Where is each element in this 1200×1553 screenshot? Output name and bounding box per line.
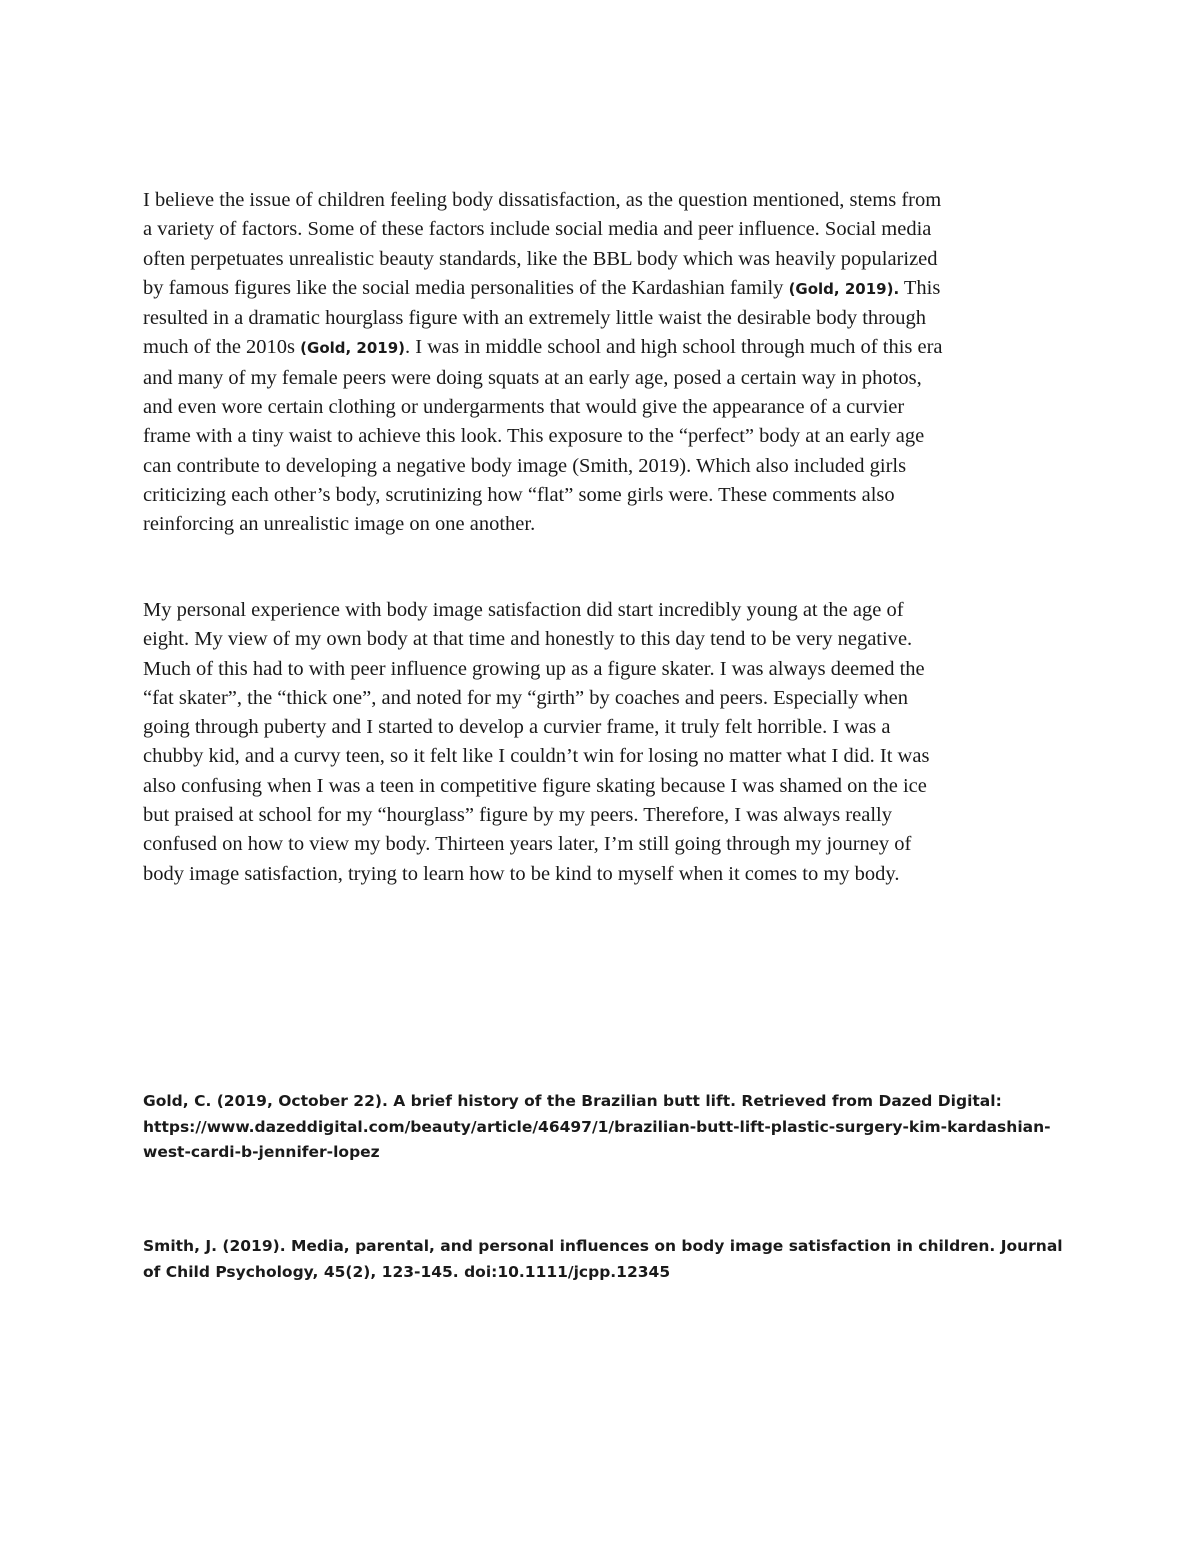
paragraph-body-dissatisfaction [143, 186, 1063, 540]
line-text: by famous figures like the social media personalities of the Kardashian family [143, 276, 789, 299]
reference-line: Smith, J. (2019). Media, parental, and personal influences on body image satisfaction in children. Journal [143, 1237, 1063, 1255]
line-text: This [899, 276, 941, 299]
paragraph-line: body image satisfaction, trying to learn how to be kind to myself when it comes to my body. [143, 862, 900, 885]
paragraph-line [143, 274, 1063, 304]
reference-line: Gold, C. (2019, October 22). A brief history of the Brazilian butt lift. Retrieved from Dazed Digital: [143, 1092, 1002, 1110]
line-text: . I was in middle school and high school through much of this era [405, 336, 943, 359]
paragraph-line: I believe the issue of children feeling body dissatisfaction, as the question mentioned, stems from [143, 189, 942, 211]
paragraph-line: a variety of factors. Some of these factors include social media and peer influence. Social media [143, 218, 932, 241]
reference-line: of Child Psychology, 45(2), 123-145. doi:10.1111/jcpp.12345 [143, 1262, 671, 1281]
paragraph-line: often perpetuates unrealistic beauty standards, like the BBL body which was heavily popularized [143, 247, 938, 270]
paragraph-line: but praised at school for my “hourglass” figure by my peers. Therefore, I was always really [143, 804, 892, 827]
reference-smith [143, 1234, 1063, 1285]
paragraph-line: My personal experience with body image satisfaction did start incredibly young at the age of [143, 599, 904, 621]
paragraph-line: also confusing when I was a teen in competitive figure skating because I was shamed on the ice [143, 774, 927, 797]
paragraph-line: resulted in a dramatic hourglass figure with an extremely little waist the desirable body through [143, 307, 926, 330]
paragraph-line: Much of this had to with peer influence growing up as a figure skater. I was always deemed the [143, 657, 925, 680]
paragraph-line: confused on how to view my body. Thirteen years later, I’m still going through my journey of [143, 833, 912, 856]
paragraph-line: can contribute to developing a negative body image (Smith, 2019). Which also included girls [143, 454, 907, 477]
paragraph-line: frame with a tiny waist to achieve this look. This exposure to the “perfect” body at an early age [143, 425, 925, 448]
paragraph-line: and many of my female peers were doing squats at an early age, posed a certain way in photos, [143, 366, 922, 389]
reference-url-line: https://www.dazeddigital.com/beauty/article/46497/1/brazilian-butt-lift-plastic-surgery-kim-kardashian- [143, 1117, 1051, 1136]
line-text: much of the 2010s [143, 336, 301, 359]
reference-gold [143, 1089, 1063, 1166]
paragraph-line: “fat skater”, the “thick one”, and noted for my “girth” by coaches and peers. Especially when [143, 686, 909, 709]
paragraph-line: eight. My view of my own body at that time and honestly to this day tend to be very negative. [143, 628, 913, 651]
paragraph-line: chubby kid, and a curvy teen, so it felt like I couldn’t win for losing no matter what I did. It was [143, 745, 930, 768]
paragraph-line: criticizing each other’s body, scrutinizing how “flat” some girls were. These comments also [143, 483, 895, 506]
paragraph-line [143, 333, 1063, 363]
paragraph-line: reinforcing an unrealistic image on one another. [143, 513, 536, 536]
paragraph-line: going through puberty and I started to develop a curvier frame, it truly felt horrible. I was a [143, 716, 891, 739]
paragraph-line: and even wore certain clothing or undergarments that would give the appearance of a curvier [143, 396, 905, 419]
in-text-citation: (Gold, 2019). [788, 279, 900, 298]
reference-url-line: west-cardi-b-jennifer-lopez [143, 1143, 380, 1161]
paragraph-personal-experience [143, 596, 1063, 889]
in-text-citation: (Gold, 2019) [300, 339, 406, 358]
